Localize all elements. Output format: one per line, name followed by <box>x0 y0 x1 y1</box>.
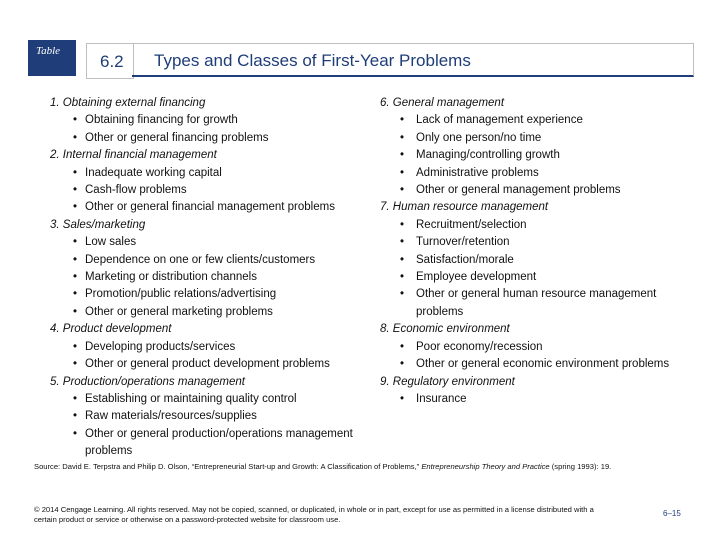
list-item: • Dependence on one or few clients/customers <box>50 252 370 269</box>
section-heading: 9. Regulatory environment <box>380 375 515 388</box>
list-item: • Promotion/public relations/advertising <box>50 286 370 303</box>
list-item: • Turnover/retention <box>380 234 680 251</box>
list-item: • Raw materials/resources/supplies <box>50 408 370 425</box>
list-item: • Low sales <box>50 234 370 251</box>
list-item: • Other or general management problems <box>380 182 680 199</box>
section-list <box>380 391 680 408</box>
list-item: • Obtaining financing for growth <box>50 112 370 129</box>
list-item: • Other or general production/operations management problems <box>50 426 370 461</box>
source-citation <box>34 462 634 472</box>
page-number: 6–15 <box>663 509 681 518</box>
list-item: • Other or general financing problems <box>50 130 370 147</box>
table-tag-label: Table <box>36 45 61 57</box>
section-heading: 1. Obtaining external financing <box>50 97 206 109</box>
list-item: • Poor economy/recession <box>380 339 680 356</box>
list-item: • Other or general economic environment problems <box>380 356 680 373</box>
section-heading: 6. General management <box>380 97 505 109</box>
section-heading: 7. Human resource management <box>380 201 549 214</box>
list-item: • Recruitment/selection <box>380 217 680 234</box>
list-item: • Marketing or distribution channels <box>50 269 370 286</box>
list-item: • Other or general financial management problems <box>50 199 370 216</box>
section-heading: 4. Product development <box>50 323 172 336</box>
list-item: • Other or general product development problems <box>50 356 370 373</box>
list-item: • Insurance <box>380 391 680 408</box>
list-item: • Managing/controlling growth <box>380 147 680 164</box>
section-list <box>380 217 680 321</box>
table-number: 6.2 <box>100 52 124 71</box>
list-item: • Establishing or maintaining quality control <box>50 391 370 408</box>
left-column <box>50 95 370 461</box>
section-list <box>50 391 370 461</box>
right-column <box>380 95 680 408</box>
section-list <box>380 339 680 374</box>
section-heading: 8. Economic environment <box>380 323 510 336</box>
list-item: • Only one person/no time <box>380 130 680 147</box>
list-item: • Inadequate working capital <box>50 165 370 182</box>
list-item: • Employee development <box>380 269 680 286</box>
source-prefix: Source: David E. Terpstra and Philip D. Olson, “Entrepreneurial Start-up and Growth: A Classification of Problems,” <box>34 462 422 471</box>
list-item: • Administrative problems <box>380 165 680 182</box>
section-heading: 2. Internal financial management <box>50 149 217 162</box>
list-item: • Developing products/services <box>50 339 370 356</box>
section-list <box>50 112 370 147</box>
page-title: Types and Classes of First-Year Problems <box>154 51 471 70</box>
section-list <box>380 112 680 199</box>
list-item: • Other or general marketing problems <box>50 304 370 321</box>
section-list <box>50 165 370 217</box>
section-list <box>50 339 370 374</box>
section-heading: 5. Production/operations management <box>50 375 245 388</box>
copyright-notice: © 2014 Cengage Learning. All rights reserved. May not be copied, scanned, or duplicated, in whole or in part, except for use as permitted in a license distributed with a certain product or service or otherwise on a password-protected website for classroom use. <box>34 505 594 524</box>
list-item: • Cash-flow problems <box>50 182 370 199</box>
section-list <box>50 234 370 321</box>
source-suffix: (spring 1993): 19. <box>549 462 612 471</box>
source-journal: Entrepreneurship Theory and Practice <box>421 462 550 471</box>
section-heading: 3. Sales/marketing <box>50 218 146 231</box>
list-item: • Satisfaction/morale <box>380 252 680 269</box>
list-item: • Other or general human resource management problems <box>380 286 680 321</box>
list-item: • Lack of management experience <box>380 112 680 129</box>
